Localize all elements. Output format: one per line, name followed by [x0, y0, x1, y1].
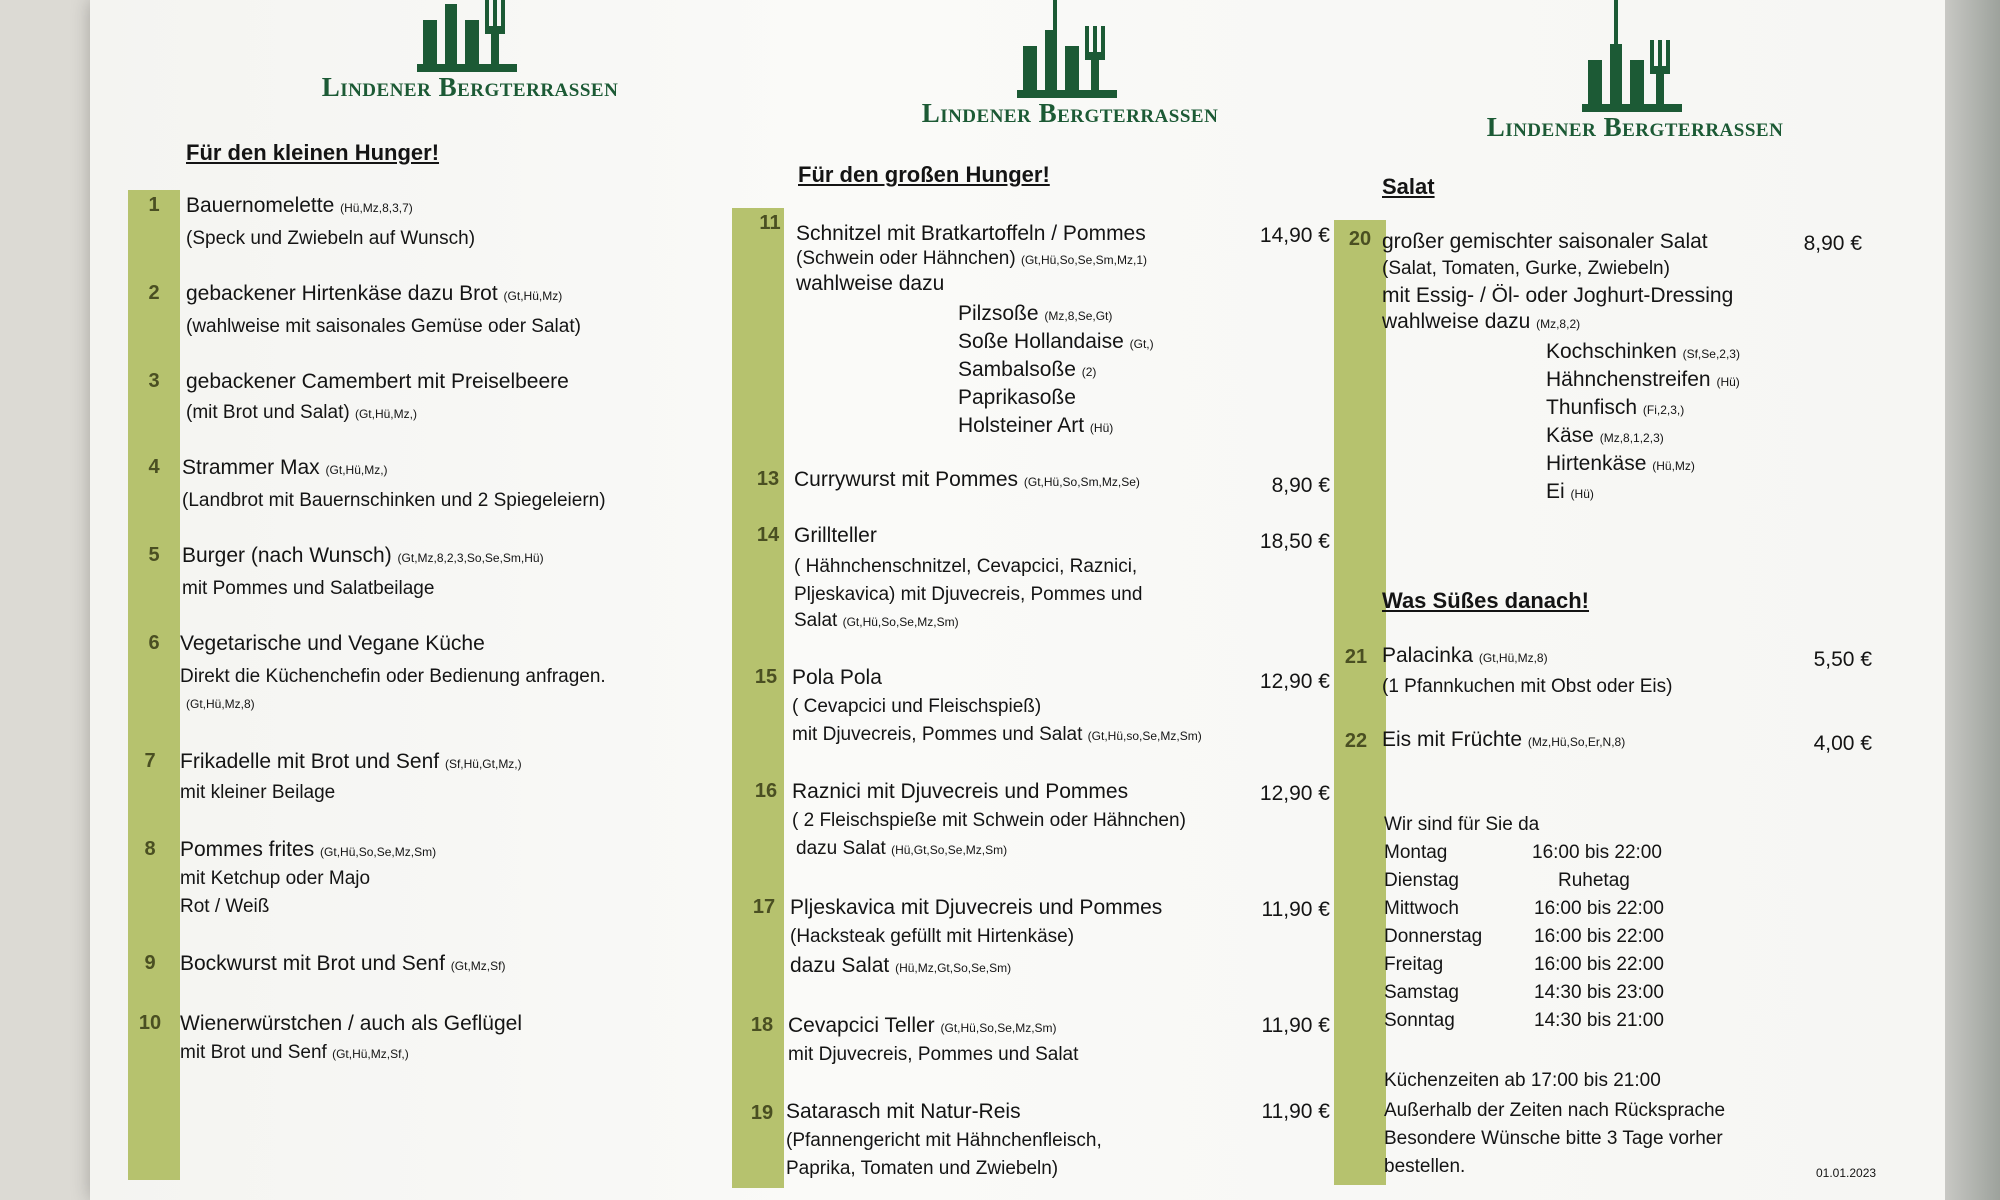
allergen-codes: (Gt,Hü,Mz,8) — [186, 697, 255, 711]
footer-note: bestellen. — [1384, 1156, 1466, 1177]
item-number: 3 — [148, 370, 160, 392]
sauce-name: Paprikasoße — [958, 386, 1076, 409]
allergen-codes: (Mz,Hü,So,Er,N,8) — [1527, 735, 1626, 749]
item-number: 8 — [144, 838, 156, 860]
item-price: 11,90 € — [1261, 1014, 1330, 1037]
menu-item-desc-variant: Rot / Weiß — [180, 896, 270, 917]
menu-item-name: Wienerwürstchen / auch als Geflügel — [180, 1012, 522, 1035]
allergen-codes: (Hü) — [1570, 487, 1594, 501]
number-band — [1334, 220, 1386, 1185]
sauce-name: Holsteiner Art — [958, 414, 1085, 437]
item-number: 5 — [148, 544, 160, 566]
item-price: 8,90 € — [1271, 474, 1330, 497]
item-title: Pommes frites — [180, 838, 315, 861]
hours-day: Sonntag — [1384, 1010, 1455, 1031]
salad-topping — [1546, 450, 1695, 478]
hours-day: Donnerstag — [1384, 926, 1483, 947]
salad-topping — [1546, 394, 1684, 422]
allergen-codes: (Hü,Mz,Gt,So,Se,Sm) — [895, 961, 1012, 975]
section-title-salad: Salat — [1382, 174, 1435, 199]
hours-day: Montag — [1384, 842, 1448, 863]
allergen-codes: (Gt,Hü,Mz,) — [354, 407, 417, 421]
menu-item-name — [1382, 642, 1548, 670]
hours-day: Samstag — [1384, 982, 1459, 1003]
item-number: 7 — [144, 750, 156, 772]
item-number: 16 — [754, 780, 778, 802]
allergen-codes: (Mz,8,Se,Gt) — [1044, 309, 1113, 323]
allergen-codes: (Gt,Hü,so,Se,Mz,Sm) — [1087, 729, 1202, 743]
item-title: gebackener Hirtenkäse dazu Brot — [186, 282, 498, 305]
allergen-codes: (Gt,Hü,Mz,8) — [1478, 651, 1548, 665]
menu-item-desc: Paprika, Tomaten und Zwiebeln) — [786, 1158, 1059, 1179]
menu-item-desc: mit kleiner Beilage — [180, 782, 336, 803]
menu-item-desc — [1382, 308, 1580, 336]
footer-note: Besondere Wünsche bitte 3 Tage vorher — [1384, 1128, 1723, 1149]
section-title-big-hunger: Für den großen Hunger! — [798, 162, 1050, 187]
item-number: 10 — [138, 1012, 162, 1034]
menu-item-desc: (Pfannengericht mit Hähnchenfleisch, — [786, 1130, 1102, 1151]
item-price: 8,90 € — [1803, 232, 1862, 255]
topping-name: Hähnchenstreifen — [1546, 368, 1711, 391]
menu-item-name: Satarasch mit Natur-Reis — [786, 1100, 1021, 1123]
salad-topping — [1546, 338, 1740, 366]
brand-name: Lindener Bergterrassen — [321, 72, 619, 102]
item-price: 4,00 € — [1813, 732, 1872, 755]
item-desc-text: dazu Salat — [790, 954, 890, 977]
hours-time: 16:00 bis 22:00 — [1534, 926, 1664, 947]
allergen-codes: (Gt,Hü,Mz,Sf,) — [332, 1047, 409, 1061]
topping-name: Kochschinken — [1546, 340, 1677, 363]
allergen-codes: (Gt,Mz,8,2,3,So,Se,Sm,Hü) — [397, 551, 544, 565]
section-title-small-hunger: Für den kleinen Hunger! — [186, 140, 440, 165]
sauce-name: Soße Hollandaise — [958, 330, 1124, 353]
menu-item-desc: mit Essig- / Öl- oder Joghurt-Dressing — [1382, 284, 1734, 307]
menu-item-desc: (1 Pfannkuchen mit Obst oder Eis) — [1382, 676, 1673, 697]
menu-item-desc: (Speck und Zwiebeln auf Wunsch) — [186, 228, 476, 249]
menu-item-name — [1382, 726, 1625, 754]
item-desc-text: (mit Brot und Salat) — [186, 402, 350, 423]
salad-topping — [1546, 366, 1740, 394]
fork-building-icon — [1570, 0, 1700, 112]
menu-item-name: gebackener Camembert mit Preiselbeere — [186, 370, 569, 393]
item-title: Frikadelle mit Brot und Senf — [180, 750, 440, 773]
menu-item-name: großer gemischter saisonaler Salat — [1382, 230, 1708, 253]
item-title: Bauernomelette — [186, 194, 335, 217]
menu-item-desc: mit Ketchup oder Majo — [180, 868, 371, 889]
item-price: 5,50 € — [1813, 648, 1872, 671]
item-price: 11,90 € — [1261, 898, 1330, 921]
hours-day: Freitag — [1384, 954, 1444, 975]
allergen-codes: (Gt,) — [1129, 337, 1154, 351]
hours-time: 16:00 bis 22:00 — [1534, 898, 1664, 919]
allergen-codes: (Hü,Mz,8,3,7) — [340, 201, 413, 215]
menu-item-name: Vegetarische und Vegane Küche — [180, 632, 485, 655]
salad-topping — [1546, 478, 1594, 506]
allergen-codes: (Mz,8,1,2,3) — [1599, 431, 1664, 445]
menu-item-desc: (Salat, Tomaten, Gurke, Zwiebeln) — [1382, 258, 1670, 279]
item-desc-text: mit Brot und Senf — [180, 1042, 327, 1063]
menu-item-desc: mit Djuvecreis, Pommes und Salat — [788, 1044, 1079, 1065]
item-number: 6 — [148, 632, 160, 654]
menu-item-desc: mit Pommes und Salatbeilage — [182, 578, 435, 599]
allergen-codes: (Hü,Mz) — [1652, 459, 1695, 473]
menu-item-desc: (wahlweise mit saisonales Gemüse oder Salat) — [186, 316, 581, 337]
menu-item-name: Pola Pola — [792, 666, 882, 689]
kitchen-hours: Küchenzeiten ab 17:00 bis 21:00 — [1384, 1070, 1661, 1091]
allergen-codes: (Mz,8,2) — [1536, 317, 1581, 331]
item-desc-text: wahlweise dazu — [1382, 310, 1531, 333]
hours-day: Dienstag — [1384, 870, 1459, 891]
allergen-codes: (Fi,2,3,) — [1642, 403, 1685, 417]
menu-item-desc: ( 2 Fleischspieße mit Schwein oder Hähnchen) — [792, 810, 1186, 831]
topping-name: Ei — [1546, 480, 1565, 503]
allergen-codes: (Gt,Hü,Mz) — [503, 289, 563, 303]
item-desc-text: Salat — [794, 610, 838, 631]
brand-name: Lindener Bergterrassen — [921, 98, 1219, 128]
item-number: 15 — [754, 666, 778, 688]
brand-logo — [1485, 0, 1785, 143]
item-number: 19 — [750, 1102, 774, 1124]
hours-time: 14:30 bis 23:00 — [1534, 982, 1664, 1003]
topping-name: Hirtenkäse — [1546, 452, 1647, 475]
item-price: 18,50 € — [1259, 530, 1330, 553]
menu-item-desc: ( Cevapcici und Fleischspieß) — [792, 696, 1042, 717]
allergen-codes: (Gt,Hü,So,Se,Sm,Mz,1) — [1020, 253, 1147, 267]
salad-topping — [1546, 422, 1664, 450]
hours-day: Mittwoch — [1384, 898, 1459, 919]
topping-name: Käse — [1546, 424, 1594, 447]
item-title: Bockwurst mit Brot und Senf — [180, 952, 445, 975]
footer-note: Außerhalb der Zeiten nach Rücksprache — [1384, 1100, 1726, 1121]
menu-item-name: Raznici mit Djuvecreis und Pommes — [792, 780, 1129, 803]
item-number: 9 — [144, 952, 156, 974]
menu-item-desc: (Hacksteak gefüllt mit Hirtenkäse) — [790, 926, 1075, 947]
menu-item-desc: (Landbrot mit Bauernschinken und 2 Spiegeleiern) — [182, 490, 606, 511]
allergen-codes: (Gt,Hü,So,Sm,Mz,Se) — [1023, 475, 1140, 489]
item-number: 2 — [148, 282, 160, 304]
item-number: 13 — [756, 468, 780, 490]
allergen-codes: (Hü) — [1716, 375, 1740, 389]
item-number: 20 — [1348, 228, 1372, 250]
hours-time: 14:30 bis 21:00 — [1534, 1010, 1664, 1031]
hours-time: 16:00 bis 22:00 — [1532, 842, 1662, 863]
menu-item-desc: ( Hähnchenschnitzel, Cevapcici, Raznici, — [794, 556, 1138, 577]
item-desc-text: dazu Salat — [796, 838, 886, 859]
item-desc-text: (Schwein oder Hähnchen) — [796, 248, 1016, 269]
item-number: 22 — [1344, 730, 1368, 752]
allergen-codes: (Sf,Hü,Gt,Mz,) — [444, 757, 522, 771]
item-title: Currywurst mit Pommes — [794, 468, 1019, 491]
item-price: 14,90 € — [1259, 224, 1330, 247]
menu-item-desc-options: wahlweise dazu — [796, 272, 945, 295]
item-number: 21 — [1344, 646, 1368, 668]
item-title: Cevapcici Teller — [788, 1014, 935, 1037]
menu-item-name: Grillteller — [794, 524, 877, 547]
sauce-name: Pilzsoße — [958, 302, 1039, 325]
allergen-codes: (Gt,Hü,So,Se,Mz,Sm) — [842, 615, 959, 629]
allergen-codes: (Gt,Hü,So,Se,Mz,Sm) — [320, 845, 437, 859]
item-number: 4 — [148, 456, 160, 478]
item-number: 17 — [752, 896, 776, 918]
section-title-dessert: Was Süßes danach! — [1382, 588, 1590, 613]
item-price: 12,90 € — [1259, 670, 1330, 693]
menu-item-desc: Pljeskavica) mit Djuvecreis, Pommes und — [794, 584, 1143, 605]
allergen-codes: (Gt,Mz,Sf) — [450, 959, 506, 973]
allergen-codes: (Hü) — [1089, 421, 1114, 435]
item-title: Eis mit Früchte — [1382, 728, 1523, 751]
item-desc-text: mit Djuvecreis, Pommes und Salat — [792, 724, 1083, 745]
item-price: 12,90 € — [1259, 782, 1330, 805]
allergen-codes: (Gt,Hü,Mz,) — [325, 463, 388, 477]
item-number: 18 — [750, 1014, 774, 1036]
sauce-name: Sambalsoße — [958, 358, 1076, 381]
item-title: Burger (nach Wunsch) — [182, 544, 392, 567]
allergen-codes: (Sf,Se,2,3) — [1682, 347, 1740, 361]
hours-time: Ruhetag — [1558, 870, 1630, 891]
item-number: 1 — [148, 194, 160, 216]
item-number: 14 — [756, 524, 780, 546]
item-title: Strammer Max — [182, 456, 320, 479]
menu-item-name: Schnitzel mit Bratkartoffeln / Pommes — [796, 222, 1146, 245]
menu-date: 01.01.2023 — [1816, 1166, 1877, 1180]
menu-item-name: Pljeskavica mit Djuvecreis und Pommes — [790, 896, 1163, 919]
allergen-codes: (Hü,Gt,So,Se,Mz,Sm) — [891, 843, 1008, 857]
brand-name: Lindener Bergterrassen — [1486, 112, 1784, 142]
hours-title: Wir sind für Sie da — [1384, 814, 1540, 835]
topping-name: Thunfisch — [1546, 396, 1638, 419]
menu-item-desc: Direkt die Küchenchefin oder Bedienung anfragen. — [180, 666, 606, 687]
hours-time: 16:00 bis 22:00 — [1534, 954, 1664, 975]
item-price: 11,90 € — [1261, 1100, 1330, 1123]
allergen-codes: (Gt,Hü,So,Se,Mz,Sm) — [940, 1021, 1057, 1035]
item-title: Palacinka — [1382, 644, 1474, 667]
item-number: 11 — [759, 212, 781, 234]
allergen-codes: (2) — [1081, 365, 1097, 379]
